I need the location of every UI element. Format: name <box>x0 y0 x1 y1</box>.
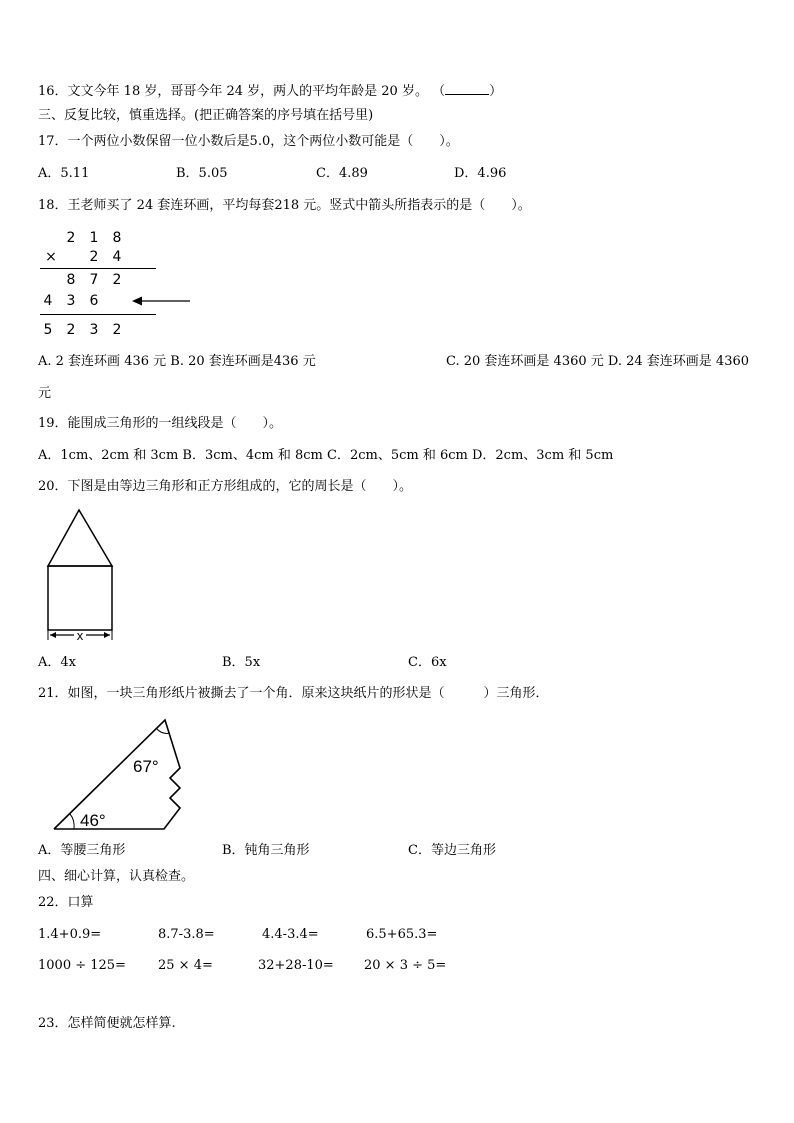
question-18-text: 18．王老师买了 24 套连环画，平均每套218 元。竖式中箭头所指表示的是（ ）。 <box>38 198 531 213</box>
oral-calc-item: 25 × 4= <box>158 958 213 973</box>
vm-digit: 3 <box>89 322 99 338</box>
vm-digit: 2 <box>66 322 76 338</box>
vm-digit: 8 <box>112 230 122 246</box>
angle-67-label: 67° <box>133 757 159 776</box>
q19-options: A．1cm、2cm 和 3cm B．3cm、4cm 和 8cm C．2cm、5cm 和 6cm D．2cm、3cm 和 5cm <box>38 448 614 463</box>
q18-option-ab: A. 2 套连环画 436 元 B. 20 套连环画是436 元 <box>38 354 316 369</box>
question-20-text: 20．下图是由等边三角形和正方形组成的，它的周长是（ ）。 <box>38 479 413 494</box>
oral-calc-item: 32+28-10= <box>258 958 334 973</box>
q18-option-cd: C. 20 套连环画是 4360 元 D. 24 套连环画是 4360 <box>446 354 750 369</box>
vm-digit: 2 <box>112 322 122 338</box>
question-16 <box>38 82 502 100</box>
q17-option-c: C．4.89 <box>316 166 368 181</box>
question-23-title: 23．怎样简便就怎样算. <box>38 1016 176 1031</box>
answer-blank[interactable] <box>445 82 489 95</box>
q21-option-a: A．等腰三角形 <box>38 843 126 858</box>
vm-digit: 4 <box>43 293 53 309</box>
vm-digit: 1 <box>89 230 99 246</box>
house-figure <box>40 506 120 646</box>
q21-option-b: B．钝角三角形 <box>222 843 310 858</box>
question-16-text: 16．文文今年 18 岁，哥哥今年 24 岁，两人的平均年龄是 20 岁。 （ <box>38 84 446 99</box>
x-label: x <box>76 628 84 643</box>
arrow-left-icon <box>132 294 192 308</box>
vm-digit: 2 <box>89 249 99 265</box>
q20-option-b: B．5x <box>222 655 261 670</box>
oral-calc-item: 8.7-3.8= <box>158 927 215 942</box>
q17-option-d: D．4.96 <box>454 166 507 181</box>
vm-digit: 2 <box>66 230 76 246</box>
oral-calc-item: 1000 ÷ 125= <box>38 958 126 973</box>
q17-option-a: A．5.11 <box>38 166 90 181</box>
oral-calc-item: 6.5+65.3= <box>366 927 438 942</box>
q17-option-b: B．5.05 <box>176 166 228 181</box>
question-19-text: 19．能围成三角形的一组线段是（ ）。 <box>38 416 283 431</box>
q20-option-a: A．4x <box>38 655 76 670</box>
q20-option-c: C．6x <box>408 655 447 670</box>
question-22-title: 22．口算 <box>38 895 94 910</box>
question-16-close: ） <box>489 84 503 99</box>
vm-digit: 5 <box>43 322 53 338</box>
vm-digit: 3 <box>66 293 76 309</box>
vm-digit: 4 <box>112 249 122 265</box>
vm-digit: 8 <box>66 272 76 288</box>
vm-digit: 2 <box>112 272 122 288</box>
section-4-heading: 四、细心计算，认真检查。 <box>38 869 195 884</box>
vm-digit: 6 <box>89 293 99 309</box>
oral-calc-item: 20 × 3 ÷ 5= <box>364 958 447 973</box>
section-3-heading: 三、反复比较，慎重选择。(把正确答案的序号填在括号里) <box>38 108 374 123</box>
vm-line-2 <box>40 314 156 315</box>
times-sign: × <box>45 249 57 265</box>
angle-46-label: 46° <box>80 811 106 830</box>
vm-digit: 7 <box>89 272 99 288</box>
torn-triangle-figure <box>48 716 188 834</box>
question-17-text: 17．一个两位小数保留一位小数后是5.0，这个两位小数可能是（ ）。 <box>38 134 459 149</box>
question-21-text: 21．如图，一块三角形纸片被撕去了一个角．原来这块纸片的形状是（ ）三角形． <box>38 686 549 701</box>
oral-calc-item: 4.4-3.4= <box>262 927 319 942</box>
q18-option-tail: 元 <box>38 386 52 401</box>
oral-calc-item: 1.4+0.9= <box>38 927 102 942</box>
q21-option-c: C．等边三角形 <box>408 843 496 858</box>
vm-line-1 <box>40 268 156 269</box>
